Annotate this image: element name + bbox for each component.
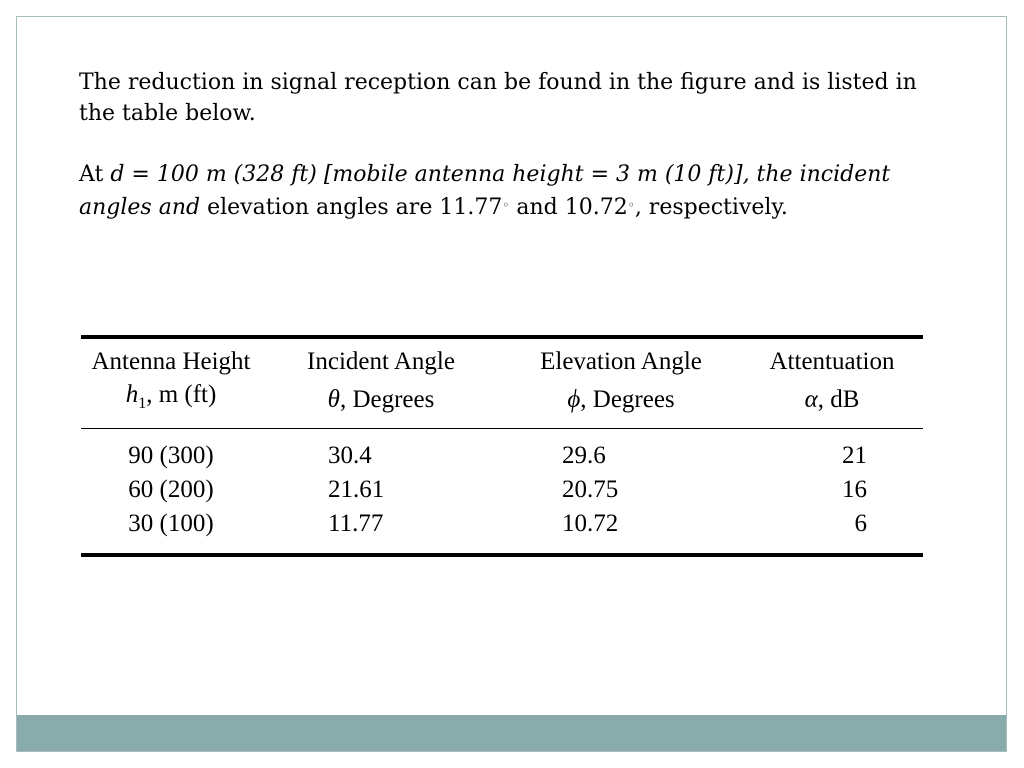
- header-elevation-angle: Elevation Angle: [501, 337, 741, 378]
- unit-text: , dB: [817, 385, 860, 413]
- cell-attenuation: 6: [741, 507, 923, 555]
- unit-text: , Degrees: [580, 385, 675, 413]
- table-row: [81, 507, 923, 555]
- footer-accent-bar: [17, 715, 1006, 751]
- table-header-row-1: [81, 337, 923, 378]
- text-elevation: elevation angles are 11.77: [200, 195, 503, 220]
- cell-incident-angle: 11.77: [261, 507, 501, 555]
- paragraph-gap: [79, 129, 939, 159]
- degree-symbol: ◦: [627, 198, 635, 212]
- text-and: and 10.72: [509, 195, 628, 220]
- cell-elevation-angle: 20.75: [562, 476, 619, 503]
- cell-elevation-angle: 10.72: [501, 507, 741, 555]
- symbol-h: h: [125, 381, 139, 408]
- cell-antenna-height: 60 (200): [128, 476, 214, 503]
- degree-symbol: ◦: [502, 198, 510, 212]
- unit-text: , m (ft): [146, 381, 217, 408]
- header-incident-angle-unit: [261, 378, 501, 429]
- cell-antenna-height: 30 (100): [81, 507, 261, 555]
- paragraph-reduction: The reduction in signal reception can be found in the figure and is listed in the table below.: [79, 70, 917, 126]
- symbol-phi: ϕ: [567, 385, 581, 413]
- header-incident-angle: Incident Angle: [261, 337, 501, 378]
- slide: [16, 16, 1007, 752]
- cell-incident-angle: 21.61: [328, 476, 385, 503]
- text-italic-distance: d = 100 m (328 ft) [mobile antenna height = 3 m (10 ft)], the incident angles and: [79, 162, 891, 220]
- text-lead: At: [79, 162, 111, 187]
- cell-attenuation: 21: [842, 442, 867, 469]
- symbol-theta: θ: [327, 385, 340, 413]
- symbol-h-subscript: 1: [138, 395, 147, 412]
- cell-attenuation: 16: [842, 476, 867, 503]
- table-row: [81, 473, 923, 507]
- table-header-row-2: [81, 378, 923, 429]
- header-antenna-height-unit: [81, 378, 261, 429]
- unit-text: , Degrees: [339, 385, 435, 413]
- paragraph-incident-angles: [79, 159, 939, 223]
- header-antenna-height: Antenna Height: [81, 337, 261, 378]
- antenna-data-table: [81, 335, 923, 557]
- symbol-alpha: α: [804, 385, 818, 413]
- header-elevation-angle-unit: [501, 378, 741, 429]
- text-respectively: , respectively.: [634, 195, 788, 220]
- table-row: [81, 429, 923, 474]
- cell-antenna-height: 90 (300): [128, 442, 214, 469]
- slide-body-text: [79, 67, 939, 223]
- header-attenuation-unit: [741, 378, 923, 429]
- header-attenuation: Attentuation: [741, 337, 923, 378]
- cell-elevation-angle: 29.6: [562, 442, 606, 469]
- cell-incident-angle: 30.4: [328, 442, 372, 469]
